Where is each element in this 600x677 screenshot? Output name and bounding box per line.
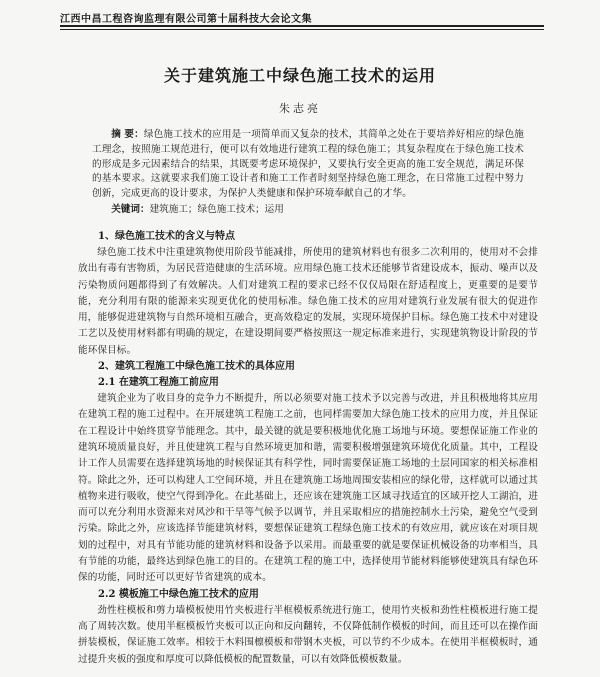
- header-rule: [60, 25, 544, 27]
- running-header: 江西中昌工程咨询监理有限公司第十届科技大会论文集: [60, 14, 312, 25]
- abstract-text: 绿色施工技术的应用是一项简单而又复杂的技术，其简单之处在于要培养好相应的绿色施工理念，按照施工规范进行，便可以有效地进行建筑工程的绿色施工；其复杂程度在于绿色施工技术的形成是多元因素结合的结果，其既要考虑环境保护，又要执行安全更高的施工安全规范，满足环保的基本要求。这就要求我们施工设计者和施工工作者时刻坚持绿色施工理念，在日常施工过程中努力创新，完成更高的设计要求，为保护人类健康和保护环境奉献自己的才华。: [92, 129, 524, 200]
- paper-author: 朱志亮: [279, 102, 321, 115]
- section-2-1-paragraph: 建筑企业为了收目身的竞争力不断提升，所以必须要对施工技术予以完善与改进，并且积极地将其应用在建筑工程的施工过程中。在开展建筑工程施工之前，也同样需要加大绿色施工技术的应用力度，并且保证在工程设计中始终贯穿节能理念。其中，最关键的就是要积极地优化施工场地与环境。要想保证施工作业的建筑环境质量良好，并且使建筑工程与自然环境更加和谐，需要积极增强建筑环境优化质量。其中，工程设计工作人员需要在选择建筑场地的时候保证其有科学性，同时需要保证施工场地的土层同国家的相关标准相符。除此之外，还可以构建人工空间环境，并且在建筑施工场地周围安装相应的绿化带，这样就可以通过其植物来进行吸收，使空气得到净化。在此基础上，还应该在建筑施工区域寻找适宜的区域开挖人工湖泊，进而可以充分利用水资源来对风沙和干旱等气候予以调节，并且采取相应的措施控制水土污染，避免空气受到污染。除此之外，应该选择节能建筑材料，要想保证建筑工程绿色施工技术的有效应用，就应该在对项目规划的过程中，对具有节能功能的建筑材料和设备予以采用。而最重要的就是要保证机械设备的功率相当，具有节能的功能，最终达到绿色施工的目的。在建筑工程的施工中，选择使用节能材料能够使建筑具有绿色环保的功能，同时还可以更好节省建筑的成本。: [78, 393, 538, 584]
- section-1-paragraph: 绿色施工技术中注重建筑物使用阶段节能减排，所使用的建筑材料也有很多二次利用的，使用对不会排放出有毒有害物质，为居民营造健康的生活环境。应用绿色施工技术还能够节省建设成本，振动、噪声以及污染物质问题都得到了有效解决。人们对建筑工程的要求已经不仅仅局限在舒适程度上，更重要的是要节能，充分利用有限的能源来实现更优化的使用标准。绿色施工技术的应用对建筑行业发展有很大的促进作用，能够促进建筑物与自然环境相互融合，更高效稳定的发展，实现环境保护目标。绿色施工技术中对建设工艺以及使用材料都有明确的规定，在建设期间要严格按照这一规定标准来进行，实现建筑物设计阶段的节能环保目标。: [78, 246, 538, 356]
- section-2-heading: 2、建筑工程施工中绿色施工技术的具体应用: [98, 361, 295, 373]
- abstract: [78, 128, 538, 202]
- section-2-1-heading: 2.1 在建筑工程施工前应用: [98, 377, 219, 389]
- header-rule-thin: [60, 29, 544, 30]
- abstract-paragraph: [92, 128, 524, 202]
- section-2-2-paragraph: 劲性柱模板和剪力墙模板使用竹夹板进行半框模板系统进行施工，使用竹夹板和劲性柱模板进行施工提高了周转次数。使用半框模板竹夹板可以正向和反向翻转，不仅降低制作模板的时间，而且还可以在操作面拼装模板，保证施工效率。相较于木料围檩模板和带钢木夹板，可以节约不少成本。在使用半框模板时，通过提升夹板的强度和厚度可以降低模板的配置数量，可以有效降低模板数量。: [78, 604, 538, 665]
- paper-title: 关于建筑施工中绿色施工技术的运用: [163, 66, 436, 85]
- keywords-label: 关键词：: [111, 203, 150, 215]
- keywords-line: [92, 202, 524, 217]
- keywords-text: 建筑施工；绿色施工技术；运用: [149, 203, 284, 215]
- section-1-heading: 1、绿色施工技术的含义与特点: [98, 230, 235, 242]
- section-2-2-heading: 2.2 模板施工中绿色施工技术的应用: [98, 588, 259, 600]
- abstract-label: 摘 要：: [111, 129, 144, 140]
- paper-body: [78, 128, 538, 668]
- spacer: [78, 217, 538, 229]
